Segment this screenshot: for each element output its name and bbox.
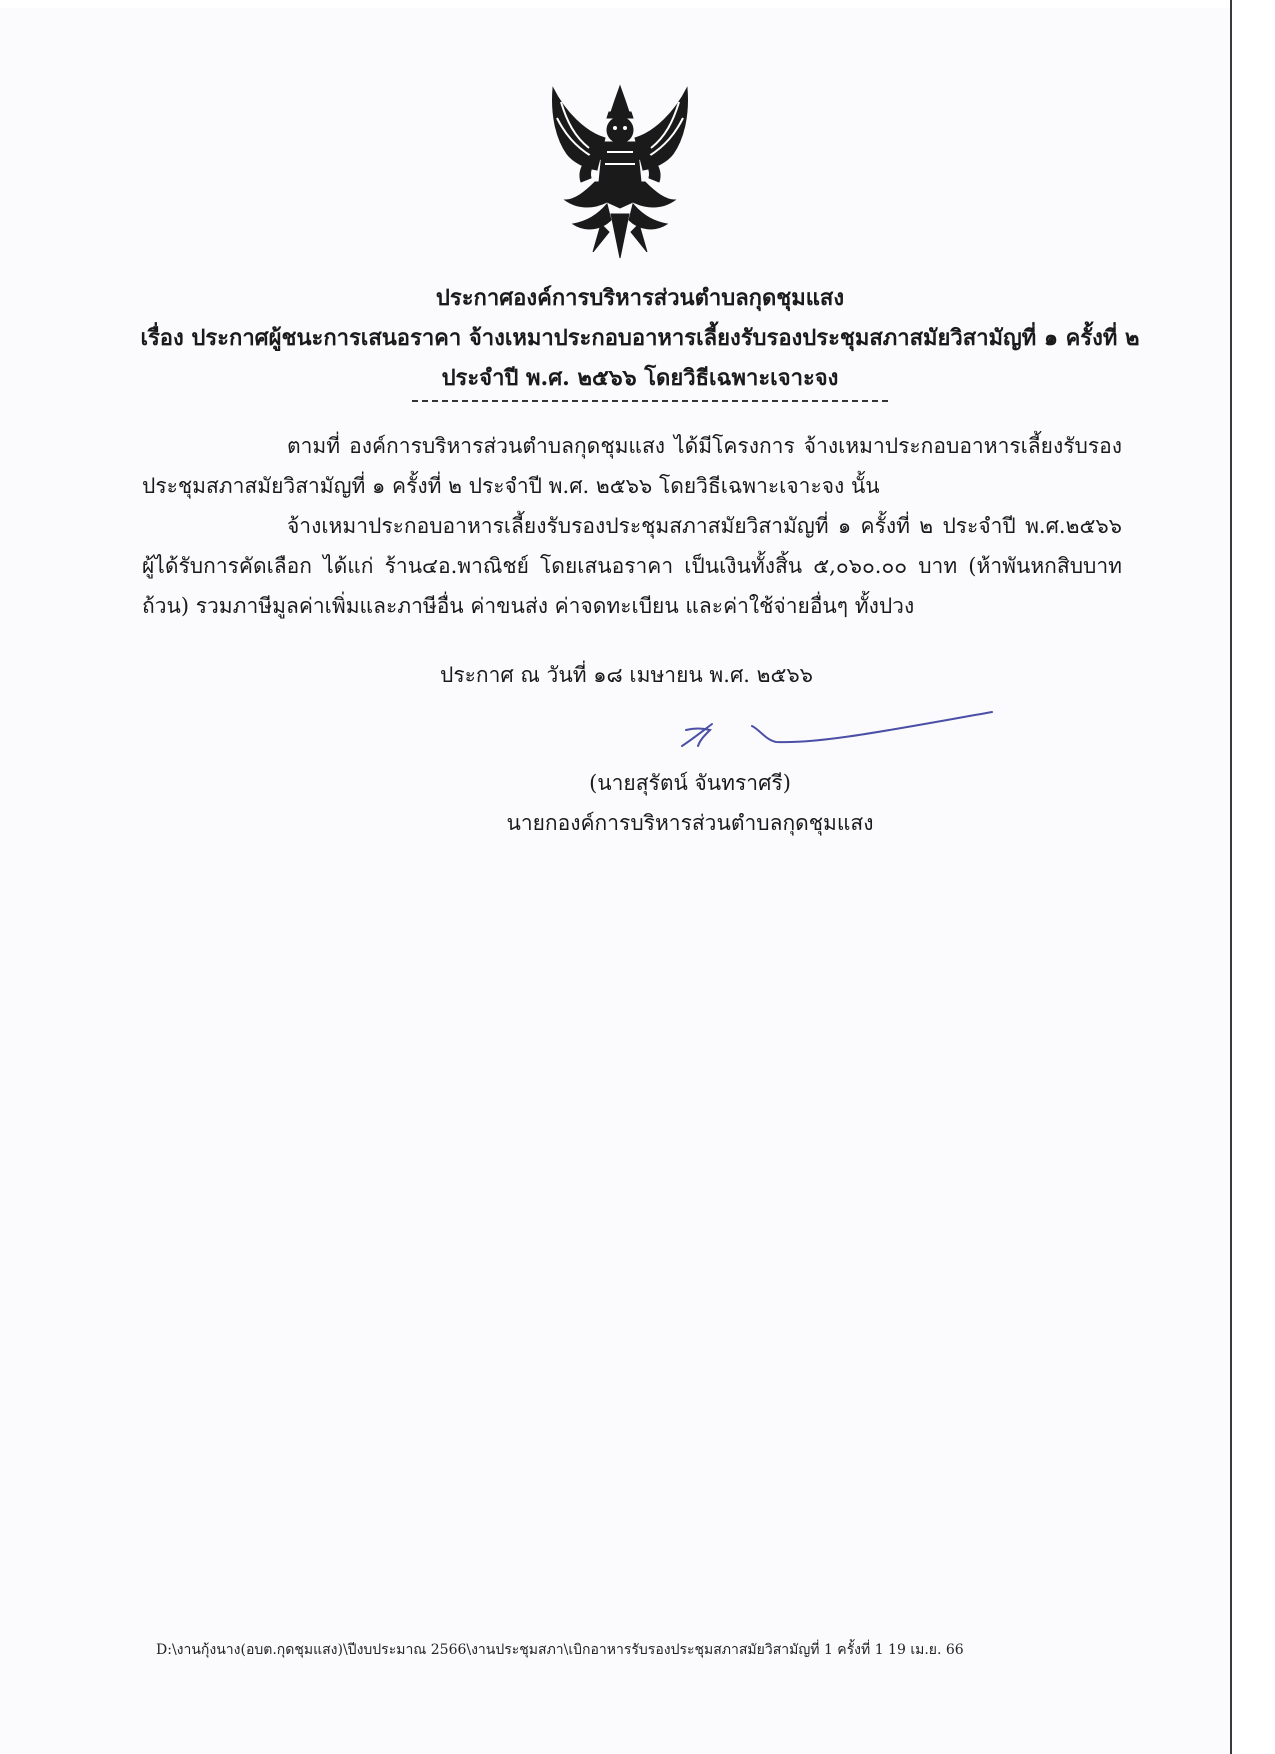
scan-edge-right	[1230, 0, 1275, 1754]
scan-edge-top	[0, 0, 1230, 8]
announcement-subject-cont: ประจำปี พ.ศ. ๒๕๖๖ โดยวิธีเฉพาะเจาะจง	[441, 365, 839, 391]
announcement-title: ประกาศองค์การบริหารส่วนตำบลกุดชุมแสง	[435, 285, 845, 311]
announcement-date: ประกาศ ณ วันที่ ๑๘ เมษายน พ.ศ. ๒๕๖๖	[440, 663, 814, 687]
paragraph-project: ตามที่ องค์การบริหารส่วนตำบลกุดชุมแสง ได้มีโครงการ จ้างเหมาประกอบอาหารเลี้ยงรับรองประชุมสภาสมัยวิสามัญที่ ๑ ครั้งที่ ๒ ประจำปี พ.ศ. ๒๕๖๖ โดยวิธีเฉพาะเจาะจง นั้น	[142, 434, 1122, 498]
paragraph-winner: จ้างเหมาประกอบอาหารเลี้ยงรับรองประชุมสภาสมัยวิสามัญที่ ๑ ครั้งที่ ๒ ประจำปี พ.ศ.๒๕๖๖ ผู้ได้รับการคัดเลือก ได้แก่ ร้าน๔อ.พาณิชย์ โดยเสนอราคา เป็นเงินทั้งสิ้น ๕,๐๖๐.๐๐ บาท (ห้าพันหกสิบบาทถ้วน) รวมภาษีมูลค่าเพิ่มและภาษีอื่น ค่าขนส่ง ค่าจดทะเบียน และค่าใช้จ่ายอื่นๆ ทั้งปวง	[142, 514, 1122, 618]
signatory-position: นายกองค์การบริหารส่วนตำบลกุดชุมแสง	[506, 811, 874, 835]
garuda-emblem-icon	[545, 82, 695, 262]
file-path-footer: D:\งานกุ้งนาง(อบต.กุดชุมแสง)\ปีงบประมาณ 2566\งานประชุมสภา\เบิกอาหารรับรองประชุมสภาสมัยวิสามัญที่ 1 ครั้งที่ 1 19 เม.ย. 66	[156, 1642, 964, 1658]
handwritten-signature	[660, 700, 1000, 760]
title-divider	[412, 400, 888, 402]
signatory-name: (นายสุรัตน์ จันทราศรี)	[589, 771, 791, 795]
announcement-subject: เรื่อง ประกาศผู้ชนะการเสนอราคา จ้างเหมาประกอบอาหารเลี้ยงรับรองประชุมสภาสมัยวิสามัญที่ ๑ ครั้งที่ ๒	[140, 325, 1140, 351]
